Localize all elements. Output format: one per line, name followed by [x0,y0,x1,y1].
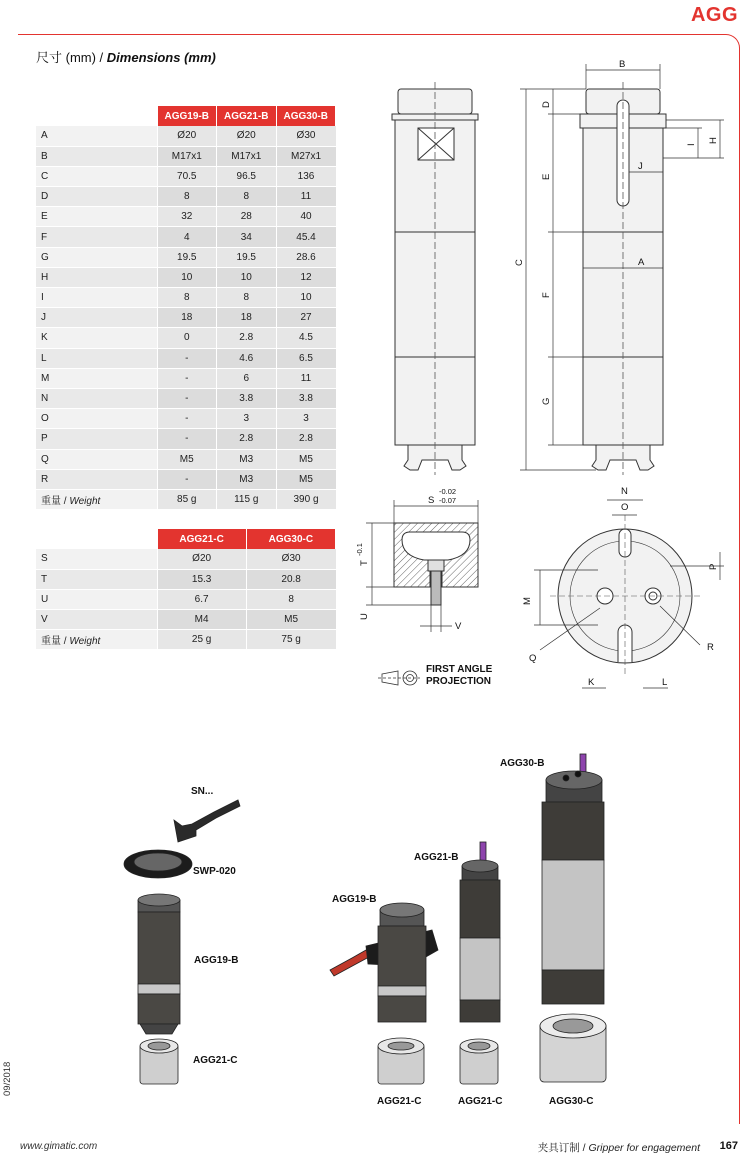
row-label: H [36,267,157,287]
table-cell: 28 [217,207,277,227]
table-cell: 27 [276,308,336,328]
table-cell: Ø20 [157,549,246,569]
table-cell: 12 [276,267,336,287]
dim-label-r: R [707,642,714,653]
row-label: R [36,469,157,489]
table-cell: - [157,469,217,489]
column-header: AGG30-B [276,106,336,126]
table-cell: - [157,388,217,408]
table-cell: 8 [157,187,217,207]
dim-label-c: C [514,259,525,266]
dim-label-s-tol-upper: -0.02 [439,487,457,496]
row-label: G [36,247,157,267]
table-cell: Ø20 [157,126,217,146]
row-label: E [36,207,157,227]
table-cell: 8 [217,187,277,207]
callout-agg21c-1: AGG21-C [377,1096,422,1107]
dim-label-a: A [638,257,645,268]
callout-agg21b: AGG21-B [414,852,459,863]
dim-label-s: S [428,495,435,506]
weight-cell: 390 g [276,489,336,509]
table-cell: M17x1 [157,146,217,166]
table-cell: 4.6 [217,348,277,368]
callout-agg30b: AGG30-B [500,758,545,769]
table-cell: M3 [217,449,277,469]
footer-section-en: Gripper for engagement [588,1142,700,1154]
dim-label-b: B [619,59,626,70]
dim-label-p: P [708,563,719,570]
table-cell: M5 [276,449,336,469]
table-cell: 4.5 [276,328,336,348]
table-cell: 6 [217,368,277,388]
projection-line1: FIRST ANGLE [426,664,493,675]
table-cell: 0 [157,328,217,348]
row-label: T [36,569,157,589]
table-cell: 18 [217,308,277,328]
projection-label [426,664,492,688]
table-cell: Ø30 [276,126,336,146]
table-cell: 10 [157,267,217,287]
table-cell: 3 [217,409,277,429]
table-cell: 19.5 [217,247,277,267]
table-cell: 3 [276,409,336,429]
table-cell: 8 [246,589,335,609]
row-label: P [36,429,157,449]
row-label: A [36,126,157,146]
column-header: AGG30-C [246,529,335,549]
column-header: AGG21-B [217,106,277,126]
table-cell: 10 [276,288,336,308]
row-label: N [36,388,157,408]
table-cell: Ø20 [217,126,277,146]
weight-cell: 75 g [246,630,335,650]
table-cell: M5 [276,469,336,489]
page-number: 167 [719,1140,738,1152]
weight-label-en: Weight [69,495,101,507]
column-header: AGG21-C [157,529,246,549]
table-cell: - [157,409,217,429]
table-cell: 6.5 [276,348,336,368]
callout-agg19b-left: AGG19-B [194,955,239,966]
table-cell: M4 [157,610,246,630]
row-label: L [36,348,157,368]
table-cell: 19.5 [157,247,217,267]
product-photo-left [124,800,240,1084]
print-date: 09/2018 [2,1061,13,1096]
row-label: S [36,549,157,569]
callout-agg21c-left: AGG21-C [193,1055,238,1066]
column-header: AGG19-B [157,106,217,126]
dim-label-t: T [359,560,370,566]
dim-label-s-tol-lower: -0.07 [439,496,457,505]
row-label: K [36,328,157,348]
table-cell: M17x1 [217,146,277,166]
weight-cell: 115 g [217,489,277,509]
table-cell: M27x1 [276,146,336,166]
callout-agg21c-2: AGG21-C [458,1096,503,1107]
table-cell: - [157,368,217,388]
weight-cell: 85 g [157,489,217,509]
table-cell: 3.8 [276,388,336,408]
dim-label-i: I [686,143,697,146]
table-cell: 11 [276,187,336,207]
table-cell: 6.7 [157,589,246,609]
dim-label-u: U [359,613,370,620]
table-cell: 8 [217,288,277,308]
table-cell: 2.8 [217,429,277,449]
row-label: Q [36,449,157,469]
title-en: Dimensions (mm) [106,50,216,65]
table-cell: 10 [217,267,277,287]
table-cell: 28.6 [276,247,336,267]
first-angle-projection-icon [378,671,420,685]
brand-logo: AGG [690,4,738,26]
dim-label-q: Q [529,653,537,664]
callout-sn: SN... [191,786,214,797]
callout-agg30c: AGG30-C [549,1096,594,1107]
dim-label-j: J [638,161,643,172]
table-cell: - [157,348,217,368]
weight-label-zh: 重量 / [41,495,70,507]
dim-label-n: N [621,486,628,497]
table-cell: 34 [217,227,277,247]
row-label: J [36,308,157,328]
table-cell: 4 [157,227,217,247]
dim-label-e: E [541,173,552,180]
dim-label-f: F [541,292,552,298]
row-label: B [36,146,157,166]
dim-label-t-tol: -0.1 [355,543,364,556]
product-photo-agg19 [330,903,438,1084]
table-cell: Ø30 [246,549,335,569]
row-label: O [36,409,157,429]
table-cell: M5 [157,449,217,469]
row-label: F [36,227,157,247]
footer-section [538,1140,700,1155]
product-photo-agg30 [540,754,606,1082]
projection-line2: PROJECTION [426,676,492,687]
dim-label-m: M [522,597,533,605]
table-cell: 2.8 [276,429,336,449]
row-label: M [36,368,157,388]
product-photo-agg21 [460,842,500,1084]
weight-cell: 25 g [157,630,246,650]
table-cell: 11 [276,368,336,388]
row-label: D [36,187,157,207]
footer-url[interactable]: www.gimatic.com [20,1141,98,1152]
table-cell: 3.8 [217,388,277,408]
weight-label-en: Weight [69,636,101,648]
dim-label-h: H [708,137,719,144]
table-cell: M3 [217,469,277,489]
table-cell: 8 [157,288,217,308]
table-cell: 96.5 [217,166,277,186]
weight-label-zh: 重量 / [41,636,70,648]
row-label: V [36,610,157,630]
table-cell: 32 [157,207,217,227]
table-cell: 40 [276,207,336,227]
footer-section-zh: 夹具订制 / [537,1142,589,1154]
table-cell: 15.3 [157,569,246,589]
table-cell: 18 [157,308,217,328]
dim-label-g: G [541,397,552,405]
table-cell: 2.8 [217,328,277,348]
dim-label-l: L [662,677,668,688]
dim-label-v: V [455,621,462,632]
table-cell: 136 [276,166,336,186]
table-cell: - [157,429,217,449]
callout-agg19b: AGG19-B [332,894,377,905]
dim-label-k: K [588,677,595,688]
row-label: I [36,288,157,308]
dim-label-o: O [621,502,629,513]
callout-swp-020: SWP-020 [193,866,236,877]
dim-label-d: D [541,101,552,108]
row-label: U [36,589,157,609]
table-cell: 45.4 [276,227,336,247]
table-cell: 20.8 [246,569,335,589]
row-label: C [36,166,157,186]
title-unit: (mm) / [62,50,107,65]
table-cell: M5 [246,610,335,630]
cap-section-view [394,523,478,605]
table-cell: 70.5 [157,166,217,186]
title-zh: 尺寸 [36,50,63,65]
